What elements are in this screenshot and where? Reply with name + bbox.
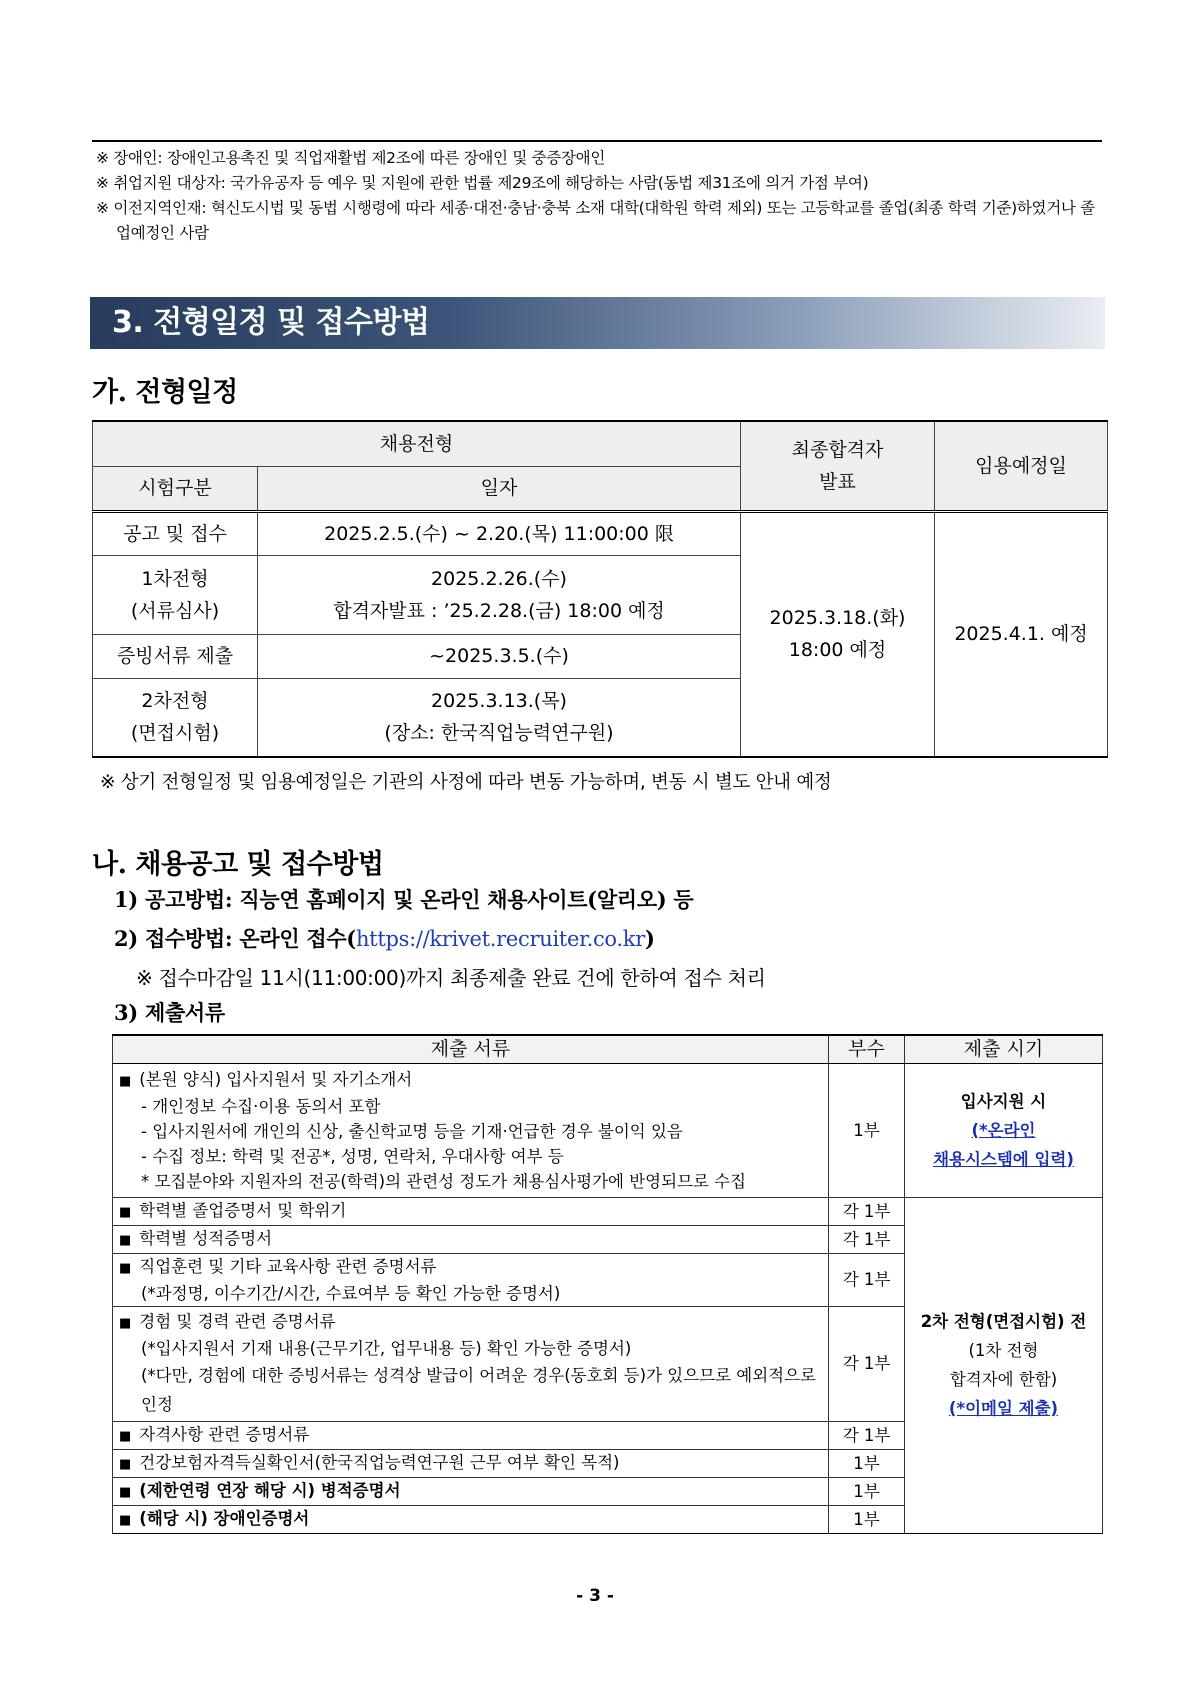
subsection-a-title: 가. 전형일정 <box>92 377 238 408</box>
header-final-announcement-line2: 발표 <box>819 470 856 493</box>
when-online-line2: (*온라인 <box>971 1120 1036 1140</box>
copies-cell: 각 1부 <box>829 1306 905 1421</box>
note-disabled: ※ 장애인: 장애인고용촉진 및 직업재활법 제2조에 따른 장애인 및 중증장애인 <box>96 149 606 167</box>
table-row <box>113 1197 1103 1225</box>
bullet-icon: ■ <box>119 1456 132 1472</box>
bullet-icon: ■ <box>119 1512 132 1528</box>
document-cell <box>113 1253 829 1306</box>
header-final-announcement <box>741 421 935 511</box>
announcement-method: 1) 공고방법: 직능연 홈페이지 및 온라인 채용사이트(알리오) 등 <box>114 887 694 912</box>
bullet-icon: ■ <box>119 1428 132 1444</box>
bullet-icon: ■ <box>119 1315 132 1331</box>
table-row <box>113 1063 1103 1197</box>
header-submission-time: 제출 시기 <box>905 1035 1103 1063</box>
bullet-icon: ■ <box>119 1484 132 1500</box>
doc-certificate: 자격사항 관련 증명서류 <box>139 1424 310 1444</box>
row-date: ~2025.3.5.(수) <box>258 634 741 678</box>
documents-table <box>112 1034 1103 1534</box>
application-url-link[interactable]: https://krivet.recruiter.co.kr <box>355 927 645 951</box>
note-local-talent: ※ 이전지역인재: 혁신도시법 및 동법 시행령에 따라 세종·대전·충남·충북 소재 대학(대학원 학력 제외) 또는 고등학교를 졸업(최종 학력 기준)하였거나 졸업예정인 사람 <box>96 199 1095 242</box>
row-date-line2: 합격자발표 : ’25.2.28.(금) 18:00 예정 <box>333 599 665 622</box>
document-cell <box>113 1306 829 1421</box>
page-number: - 3 - <box>576 1586 614 1606</box>
top-rule <box>92 140 1102 142</box>
row-type-line2: (서류심사) <box>130 599 220 622</box>
copies-cell: 각 1부 <box>829 1225 905 1253</box>
doc-sub-item: * 모집분야와 지원자의 전공(학력)의 관련성 정도가 채용심사평가에 반영되므로 수집 <box>141 1171 747 1191</box>
row-type <box>93 678 258 757</box>
header-exam-type: 시험구분 <box>93 466 258 511</box>
row-date: 2025.2.5.(수) ~ 2.20.(목) 11:00:00 限 <box>258 511 741 555</box>
when-interview-line2: (1차 전형 <box>968 1341 1039 1360</box>
row-date-line1: 2025.3.13.(목) <box>431 690 567 713</box>
submission-time-cell <box>905 1197 1103 1533</box>
required-documents-title: 3) 제출서류 <box>114 1000 225 1025</box>
row-date-line1: 2025.2.26.(수) <box>431 567 567 590</box>
doc-training: 직업훈련 및 기타 교육사항 관련 증명서류 <box>139 1256 437 1276</box>
application-method-label: 2) 접수방법: 온라인 접수( <box>114 926 356 951</box>
doc-military-record: (제한연령 연장 해당 시) 병적증명서 <box>139 1480 401 1500</box>
doc-diploma: 학력별 졸업증명서 및 학위기 <box>139 1200 347 1220</box>
doc-disability-certificate: (해당 시) 장애인증명서 <box>139 1508 310 1528</box>
document-cell <box>113 1449 829 1477</box>
when-online-line3: 채용시스템에 입력) <box>933 1149 1074 1169</box>
document-cell <box>113 1225 829 1253</box>
bullet-icon: ■ <box>119 1073 132 1089</box>
row-type-line2: (면접시험) <box>130 722 220 745</box>
appointment-date: 2025.4.1. 예정 <box>935 511 1108 757</box>
submission-time-cell <box>905 1063 1103 1197</box>
schedule-table <box>92 420 1108 758</box>
final-announcement-line1: 2025.3.18.(화) <box>769 607 906 630</box>
row-type: 증빙서류 제출 <box>93 634 258 678</box>
document-cell <box>113 1477 829 1505</box>
note-veterans: ※ 취업지원 대상자: 국가유공자 등 예우 및 지원에 관한 법률 제29조에 해당하는 사람(동법 제31조에 의거 가점 부여) <box>96 174 869 192</box>
when-interview-line4: (*이메일 제출) <box>948 1399 1059 1418</box>
doc-sub-item: (*입사지원서 기재 내용(근무기간, 업무내용 등) 확인 가능한 증명서) <box>141 1338 632 1358</box>
deadline-note: ※ 접수마감일 11시(11:00:00)까지 최종제출 완료 건에 한하여 접수 처리 <box>136 966 766 990</box>
row-type: 공고 및 접수 <box>93 511 258 555</box>
schedule-note: ※ 상기 전형일정 및 임용예정일은 기관의 사정에 따라 변동 가능하며, 변동 시 별도 안내 예정 <box>100 772 832 793</box>
bullet-icon: ■ <box>119 1204 132 1220</box>
header-date: 일자 <box>258 466 741 511</box>
copies-cell: 각 1부 <box>829 1253 905 1306</box>
section-title: 3. 전형일정 및 접수방법 <box>112 305 430 340</box>
doc-application-form: (본원 양식) 입사지원서 및 자기소개서 <box>139 1069 413 1089</box>
doc-health-insurance: 건강보험자격득실확인서(한국직업능력연구원 근무 여부 확인 목적) <box>139 1452 620 1472</box>
doc-sub-item: (*다만, 경험에 대한 증빙서류는 성격상 발급이 어려운 경우(동호회 등)가 있으므로 예외적으로 인정 <box>141 1365 816 1414</box>
row-date-line2: (장소: 한국직업능력연구원) <box>384 722 614 745</box>
header-final-announcement-line1: 최종합격자 <box>791 438 884 461</box>
final-announcement-date <box>741 511 935 757</box>
subsection-b-title: 나. 채용공고 및 접수방법 <box>92 849 384 880</box>
application-method <box>114 923 655 953</box>
row-type-line1: 2차전형 <box>141 690 209 713</box>
copies-cell: 1부 <box>829 1449 905 1477</box>
document-cell <box>113 1197 829 1225</box>
bullet-icon: ■ <box>119 1232 132 1248</box>
row-type <box>93 555 258 634</box>
row-type-line1: 1차전형 <box>141 567 209 590</box>
application-method-close: ) <box>644 926 655 951</box>
copies-cell: 1부 <box>829 1477 905 1505</box>
header-appointment-date: 임용예정일 <box>935 421 1108 511</box>
doc-transcript: 학력별 성적증명서 <box>139 1228 273 1248</box>
doc-sub-item: - 개인정보 수집·이용 동의서 포함 <box>141 1096 381 1116</box>
when-interview-line1: 2차 전형(면접시험) 전 <box>920 1312 1087 1331</box>
doc-sub-item: (*과정명, 이수기간/시간, 수료여부 등 확인 가능한 증명서) <box>141 1283 561 1303</box>
copies-cell: 1부 <box>829 1063 905 1197</box>
copies-cell: 1부 <box>829 1505 905 1533</box>
when-online-line1: 입사지원 시 <box>960 1091 1047 1111</box>
copies-cell: 각 1부 <box>829 1421 905 1449</box>
document-cell <box>113 1505 829 1533</box>
bullet-icon: ■ <box>119 1260 132 1276</box>
doc-experience: 경험 및 경력 관련 증명서류 <box>139 1311 336 1331</box>
table-row <box>93 511 1108 555</box>
doc-sub-item: - 수집 정보: 학력 및 전공*, 성명, 연락처, 우대사항 여부 등 <box>141 1146 564 1166</box>
document-cell <box>113 1063 829 1197</box>
header-document: 제출 서류 <box>113 1035 829 1063</box>
copies-cell: 각 1부 <box>829 1197 905 1225</box>
document-cell <box>113 1421 829 1449</box>
row-date <box>258 678 741 757</box>
when-interview-line3: 합격자에 한함) <box>949 1370 1058 1389</box>
header-recruitment-stage: 채용전형 <box>93 421 741 466</box>
eligibility-notes <box>96 146 1106 246</box>
row-date <box>258 555 741 634</box>
final-announcement-line2: 18:00 예정 <box>788 639 887 662</box>
header-copies: 부수 <box>829 1035 905 1063</box>
doc-sub-item: - 입사지원서에 개인의 신상, 출신학교명 등을 기재·언급한 경우 불이익 있음 <box>141 1121 683 1141</box>
